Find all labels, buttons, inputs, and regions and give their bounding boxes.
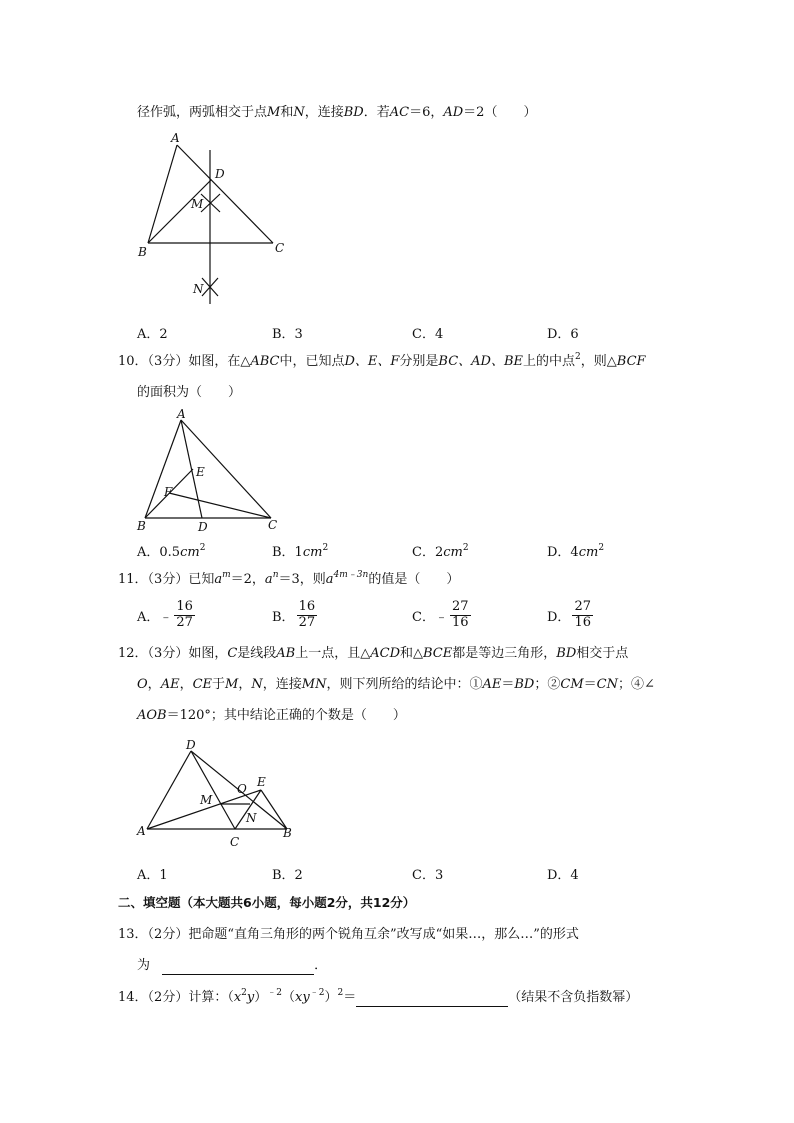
q11-opt-d-label: D． [547,609,571,625]
q10-text-mid1: 中，已知点 [279,354,345,369]
q10-opt-a-exp: 2 [199,543,206,553]
q10-opt-b-exp: 2 [322,543,329,553]
q10-seg-CF [169,493,271,518]
q10-label-E: E [196,465,205,479]
q10-option-b[interactable] [272,541,328,560]
q12-label-A: A [137,824,146,838]
q9-text-eq6: ＝6， [409,105,444,120]
q14-var-xy: xy [295,990,310,1005]
q14-text-mid1: ） [254,990,268,1005]
q12-var-c2b: CN [596,677,618,692]
q12-var-ACD: ACD [370,646,401,661]
q10-opt-d-unit: cm [578,545,599,560]
q11-opt-b-num: 16 [298,599,316,614]
q11-option-c[interactable] [412,600,471,631]
q10-opt-c-unit: cm [443,545,463,560]
q10-text-mid4: ，则△ [580,354,617,369]
q10-sup: 2 [575,352,581,362]
q10-label-D: D [198,520,208,534]
q12-stem-line3 [137,709,406,722]
q12-text-p4: 和△ [400,646,424,661]
q12-var-c2: CM [560,677,584,692]
q11-opt-d-den: 16 [574,614,591,630]
q10-var-segs: BC、AD、BE [438,354,524,369]
q12-var-BCE: BCE [423,646,453,661]
q11-text-eq2: ＝2， [230,572,265,587]
q14-text-prefix: 14．（2分）计算：（ [118,990,234,1005]
q9-label-B: B [138,245,147,259]
q12-text-c: 于 [212,677,226,692]
q11-exp-main: 4m﹣3n [333,570,369,580]
q14-var-x: x [233,990,242,1005]
q9-var-AC: AC [389,105,410,120]
q14-stem [118,988,639,1007]
q12-text-e: ，连接 [262,677,302,692]
q12-option-c[interactable]: C．3 [412,868,444,883]
q11-opt-c-num: 27 [451,599,469,614]
q11-text-eq3: ＝3，则 [278,572,326,587]
q12-var-BD: BD [556,646,577,661]
q11-opt-d-num: 27 [574,599,591,614]
q11-opt-c-frac [450,600,471,631]
q9-option-d[interactable]: D．6 [547,327,579,342]
q10-opt-b-unit: cm [302,545,323,560]
q11-var-a1: a [214,572,223,587]
q12-var-AE: AE [160,677,180,692]
q9-label-M: M [191,197,204,211]
q10-opt-d-exp: 2 [598,543,605,553]
q12-var-AOB: AOB [137,708,167,723]
section-2-heading: 二、填空题（本大题共6小题，每小题2分，共12分） [118,895,416,910]
q12-stem-line2 [137,678,655,691]
q12-text-a: ， [147,677,161,692]
q10-label-F: F [164,485,173,499]
q12-var-M: M [225,677,239,692]
q14-exp-2b: 2 [337,988,344,998]
q12-text-b: ， [179,677,193,692]
q10-var-points: D、E、F [344,354,400,369]
q12-label-N: N [246,811,257,825]
q13-answer-blank[interactable] [162,961,314,975]
q12-text-p2: 是线段 [237,646,277,661]
q12-text-p3: 上一点，且△ [295,646,371,661]
q10-figure [132,405,287,535]
q12-label-E: E [257,775,266,789]
q9-seg-AC [177,145,273,243]
q12-label-D: D [186,738,196,752]
q10-text-mid2: 分别是 [399,354,439,369]
q12-seg-EB [261,790,287,829]
q14-var-y: y [246,990,255,1005]
q10-label-A: A [177,407,186,421]
q12-var-C: C [227,646,238,661]
q9-text-he: 和 [280,105,294,120]
q12-var-AB: AB [276,646,296,661]
q12-text-g: ；② [534,677,561,692]
q11-opt-c-label: C． [412,609,435,625]
q12-option-d[interactable]: D．4 [547,868,579,883]
q11-option-d[interactable] [547,600,593,631]
q10-label-B: B [137,519,146,533]
q11-opt-a-label: A． [137,609,160,625]
q11-text-suffix: 的值是（ ） [368,572,460,587]
q12-figure [132,736,302,851]
q13-text-end: ． [314,958,328,973]
q9-var-BD: BD [343,105,364,120]
q12-var-CE: CE [192,677,213,692]
q10-seg-AB [145,420,181,518]
q12-text-p5: 都是等边三角形， [452,646,557,661]
q13-stem-line1: 13．（2分）把命题“直角三角形的两个锐角互余”改写成“如果…，那么…”的形式 [118,927,579,942]
q10-stem-line1 [118,352,646,369]
q12-var-c1: AE [482,677,502,692]
q13-text-wei: 为 [137,958,151,973]
q11-exp-m: m [222,570,231,580]
q12-text-d: ， [238,677,252,692]
q11-opt-d-frac [572,600,593,631]
q9-option-b[interactable]: B．3 [272,327,303,342]
q10-opt-c-label: C．2 [412,545,444,560]
q10-text-mid3: 上的中点 [523,354,576,369]
q12-text-rest: ＝120°；其中结论正确的个数是（ ） [166,708,406,723]
q10-option-a[interactable] [137,541,205,560]
q9-text-eq2: ＝2（ ） [463,105,537,120]
q10-seg-AC [181,420,271,518]
q9-label-N: N [193,282,204,296]
q12-seg-AD [147,751,191,829]
q11-text-prefix: 11．（3分）已知 [118,572,215,587]
q12-text-c2eq: ＝ [583,677,597,692]
q9-option-a[interactable]: A．2 [137,327,168,342]
q14-text-mid2: （ [282,990,296,1005]
q12-label-M: M [200,793,213,807]
q14-text-suffix: （结果不含负指数幂） [508,990,639,1005]
q12-option-b[interactable]: B．2 [272,868,303,883]
q12-var-N: N [251,677,263,692]
q10-opt-a-label: A．0.5 [137,545,181,560]
q14-answer-blank[interactable] [356,993,508,1007]
q9-option-c[interactable]: C．4 [412,327,444,342]
q10-opt-c-exp: 2 [462,543,469,553]
q12-text-h: ；④∠ [617,677,655,692]
q12-text-f: ，则下列所给的结论中：① [326,677,483,692]
q12-var-O: O [137,677,148,692]
q9-text-3: ．若 [363,105,390,120]
q11-exp-n: n [272,570,279,580]
q10-option-c[interactable] [412,541,469,560]
q11-opt-a-num: 16 [176,599,193,614]
q10-var-ABC: ABC [250,354,280,369]
q11-option-b[interactable] [272,600,317,631]
q11-opt-b-frac [297,600,318,631]
q11-opt-a-neg: ﹣ [159,609,173,625]
q9-var-M: M [267,105,281,120]
q10-var-BCF: BCF [616,354,646,369]
q12-stem-line1 [118,647,628,660]
q11-opt-b-den: 27 [298,614,316,630]
q12-label-O: O [237,782,247,796]
q10-label-C: C [268,518,278,532]
q11-opt-c-neg: ﹣ [434,609,448,625]
q11-opt-a-den: 27 [176,614,193,630]
q11-var-a3: a [325,572,334,587]
q11-stem [118,570,460,587]
q14-text-mid3: ） [324,990,338,1005]
q12-label-B: B [283,826,292,840]
q9-text-2: ，连接 [304,105,344,120]
q10-opt-b-label: B．1 [272,545,303,560]
q9-stem-tail [137,106,536,119]
q11-opt-a-frac [174,600,195,631]
q12-seg-DC [191,751,235,829]
q13-stem-line2 [137,959,327,975]
q9-label-D: D [215,167,225,181]
q10-opt-a-unit: cm [180,545,200,560]
q12-text-p6: 相交于点 [576,646,629,661]
q9-figure [130,126,300,311]
q12-var-c1b: BD [514,677,535,692]
q11-opt-b-label: B． [272,609,295,625]
q12-option-a[interactable]: A．1 [137,868,168,883]
q9-label-C: C [275,241,285,255]
q10-text-num: 10．（3分）如图，在△ [118,354,251,369]
q14-exp-m2a: ﹣2 [267,988,283,998]
q10-option-d[interactable] [547,541,604,560]
q14-text-eq: ＝ [343,990,357,1005]
q11-option-a[interactable] [137,600,195,631]
q12-var-MN: MN [301,677,327,692]
q9-label-A: A [171,131,180,145]
q10-opt-d-label: D．4 [547,545,579,560]
q12-text-p1: 12．（3分）如图， [118,646,228,661]
q12-text-c1eq: ＝ [501,677,515,692]
q9-var-AD: AD [443,105,464,120]
q11-var-a2: a [264,572,273,587]
q9-text-1: 径作弧，两弧相交于点 [137,105,268,120]
q14-exp-m2b: ﹣2 [309,988,325,998]
q9-var-N: N [293,105,305,120]
q10-stem-line2: 的面积为（ ） [137,385,242,400]
q14-exp-2: 2 [241,988,247,998]
q12-label-C: C [230,835,240,849]
q11-opt-c-den: 16 [451,614,469,630]
